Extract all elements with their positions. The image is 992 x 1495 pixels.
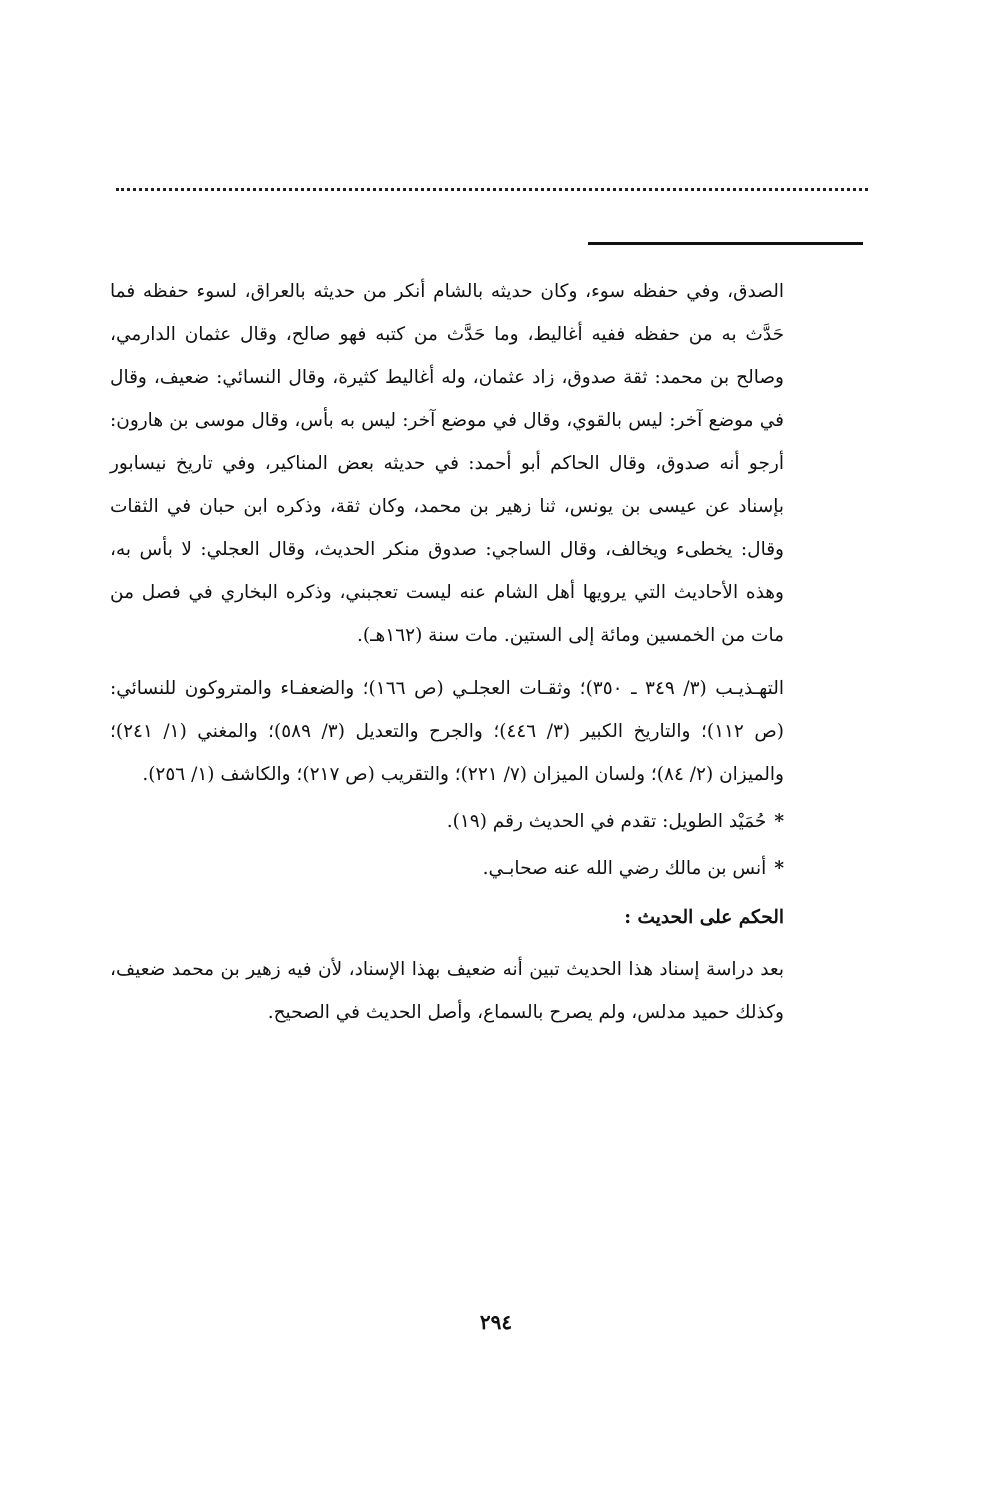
bullet-asterisk: * <box>774 811 784 832</box>
narrator-biography-paragraph: الصدق، وفي حفظه سوء، وكان حديثه بالشام أنكر من حديثه بالعراق، لسوء حفظه فما حَدَّث به من حفظه ففيه أغاليط، وما حَدَّث من كتبه فهو صالح، وقال عثمان الدارمي، وصالح بن محمد: ثقة صدوق، زاد عثمان، وله أغاليط كثيرة، وقال النسائي: ضعيف، وقال في موضع آخر: ليس بالقوي، وقال في موضع آخر: ليس به بأس، وقال موسى بن هارون: أرجو أنه صدوق، وقال الحاكم أبو أحمد: في حديثه بعض المناكير، وفي تاريخ نيسابور بإسناد عن عيسى بن يونس، ثنا زهير بن محمد، وكان ثقة، وذكره ابن حبان في الثقات وقال: يخطىء ويخالف، وقال الساجي: صدوق منكر الحديث، وقال العجلي: لا بأس به، وهذه الأحاديث التي يرويها أهل الشام عنه ليست تعجبني، وذكره البخاري في فصل من مات من الخمسين ومائة إلى الستين. مات سنة (١٦٢هـ). <box>110 281 784 646</box>
page-body <box>110 270 784 1034</box>
footnote-separator-solid <box>588 242 863 245</box>
bullet-text: أنس بن مالك رضي الله عنه صحابـي. <box>482 858 767 879</box>
references-paragraph: التهـذيـب (٣/ ٣٤٩ ـ ٣٥٠)؛ وثقـات العجلـي (ص ١٦٦)؛ والضعفـاء والمتروكون للنسائي: (ص ١١٢)؛ والتاريخ الكبير (٣/ ٤٤٦)؛ والجرح والتعديل (٣/ ٥٨٩)؛ والمغني (١/ ٢٤١)؛ والميزان (٢/ ٨٤)؛ ولسان الميزان (٧/ ٢٢١)؛ والتقريب (ص ٢١٧)؛ والكاشف (١/ ٢٥٦). <box>110 678 784 785</box>
narrator-bullet-humaid <box>110 796 784 843</box>
bullet-asterisk: * <box>774 858 784 879</box>
verdict-paragraph: بعد دراسة إسناد هذا الحديث تبين أنه ضعيف بهذا الإسناد، لأن فيه زهير بن محمد ضعيف، وكذلك حميد مدلس، ولم يصرح بالسماع، وأصل الحديث في الصحيح. <box>110 959 784 1023</box>
narrator-bullet-anas <box>110 843 784 890</box>
footnote-separator-dotted <box>116 188 868 191</box>
bullet-text: حُمَيْد الطويل: تقدم في الحديث رقم (١٩). <box>446 811 767 832</box>
section-heading-hadith-ruling: الحكم على الحديث : <box>624 907 784 928</box>
page-number: ٢٩٤ <box>479 1310 513 1334</box>
